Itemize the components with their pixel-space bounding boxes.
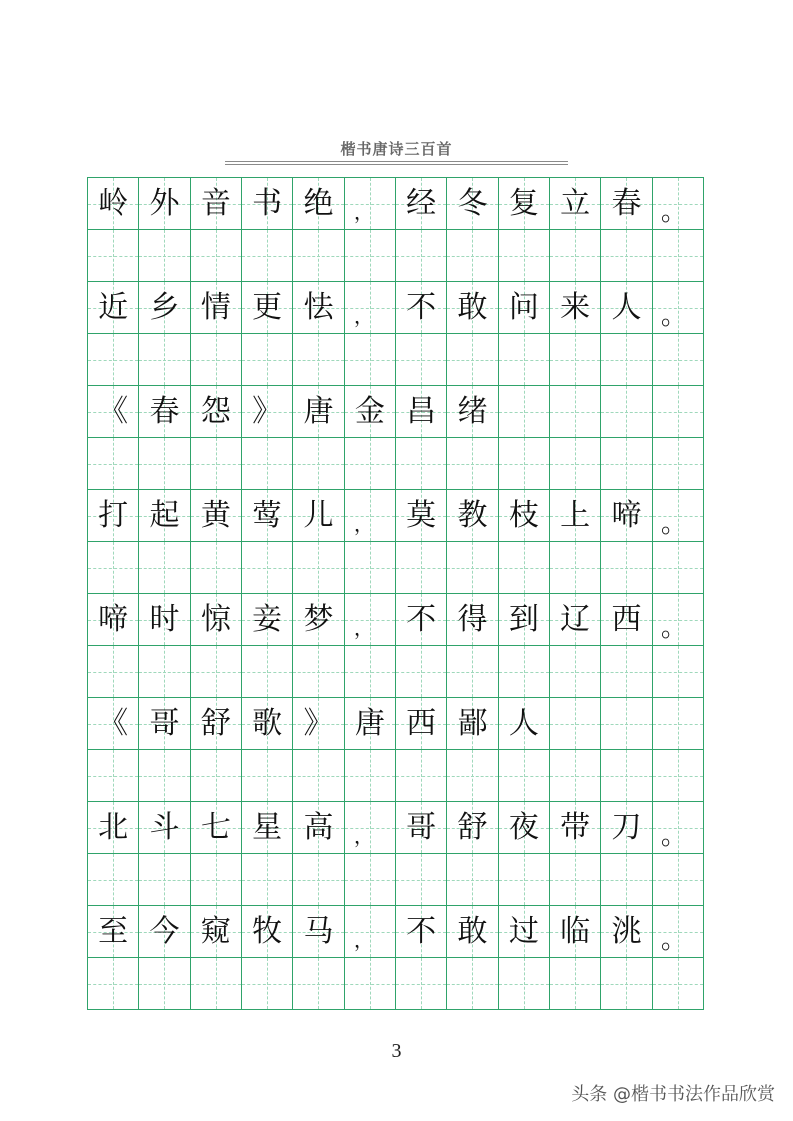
grid-character: 梦 bbox=[303, 601, 334, 637]
grid-character: ， bbox=[353, 927, 374, 952]
grid-cell bbox=[396, 958, 447, 1010]
grid-cell bbox=[653, 594, 704, 646]
grid-cell bbox=[396, 854, 447, 906]
grid-cell bbox=[293, 490, 344, 542]
grid-cell bbox=[396, 490, 447, 542]
grid-cell bbox=[550, 542, 601, 594]
grid-character: 。 bbox=[660, 300, 687, 331]
grid-cell bbox=[242, 334, 293, 386]
grid-cell bbox=[139, 646, 190, 698]
grid-character: 西 bbox=[611, 601, 642, 637]
grid-cell bbox=[601, 386, 652, 438]
grid-character: 星 bbox=[252, 809, 283, 845]
grid-cell bbox=[88, 178, 139, 230]
grid-character: 儿 bbox=[303, 497, 334, 533]
grid-cell bbox=[345, 386, 396, 438]
grid-cell bbox=[345, 594, 396, 646]
grid-cell bbox=[550, 178, 601, 230]
grid-cell bbox=[139, 542, 190, 594]
grid-cell bbox=[653, 282, 704, 334]
grid-cell bbox=[653, 438, 704, 490]
grid-character: 立 bbox=[560, 185, 591, 221]
grid-character: 来 bbox=[560, 289, 591, 325]
grid-cell bbox=[499, 906, 550, 958]
grid-character: 《 bbox=[98, 705, 129, 741]
grid-cell bbox=[601, 542, 652, 594]
grid-cell bbox=[601, 334, 652, 386]
grid-character: 。 bbox=[660, 924, 687, 955]
grid-cell bbox=[550, 646, 601, 698]
grid-cell bbox=[601, 282, 652, 334]
grid-cell bbox=[601, 438, 652, 490]
grid-character: 敢 bbox=[457, 289, 488, 325]
grid-character: 不 bbox=[406, 913, 437, 949]
grid-cell bbox=[242, 958, 293, 1010]
grid-character: 人 bbox=[611, 289, 642, 325]
grid-cell bbox=[191, 282, 242, 334]
grid-cell bbox=[139, 906, 190, 958]
grid-cell bbox=[601, 230, 652, 282]
grid-cell bbox=[88, 646, 139, 698]
grid-character: 不 bbox=[406, 601, 437, 637]
grid-cell bbox=[601, 750, 652, 802]
grid-cell bbox=[550, 230, 601, 282]
grid-cell bbox=[191, 646, 242, 698]
grid-cell bbox=[396, 178, 447, 230]
grid-character: 过 bbox=[508, 913, 539, 949]
grid-cell bbox=[550, 958, 601, 1010]
grid-cell bbox=[653, 906, 704, 958]
grid-cell bbox=[499, 646, 550, 698]
grid-cell bbox=[653, 802, 704, 854]
grid-character: 起 bbox=[149, 497, 180, 533]
grid-cell bbox=[242, 802, 293, 854]
grid-cell bbox=[601, 490, 652, 542]
grid-character: 哥 bbox=[406, 809, 437, 845]
grid-cell bbox=[139, 386, 190, 438]
grid-cell bbox=[499, 386, 550, 438]
grid-cell bbox=[191, 230, 242, 282]
grid-cell bbox=[601, 958, 652, 1010]
grid-cell bbox=[139, 854, 190, 906]
grid-character: 打 bbox=[98, 497, 129, 533]
grid-cell bbox=[396, 282, 447, 334]
grid-cell bbox=[139, 698, 190, 750]
grid-cell bbox=[345, 542, 396, 594]
grid-cell bbox=[139, 958, 190, 1010]
grid-cell bbox=[447, 282, 498, 334]
grid-cell bbox=[242, 230, 293, 282]
grid-cell bbox=[191, 594, 242, 646]
grid-character: 北 bbox=[98, 809, 129, 845]
grid-cell bbox=[345, 802, 396, 854]
header-title: 楷书唐诗三百首 bbox=[340, 140, 453, 158]
grid-cell bbox=[242, 178, 293, 230]
grid-character: 哥 bbox=[149, 705, 180, 741]
grid-cell bbox=[499, 490, 550, 542]
grid-cell bbox=[499, 334, 550, 386]
grid-cell bbox=[550, 282, 601, 334]
grid-cell bbox=[396, 542, 447, 594]
grid-cell bbox=[447, 334, 498, 386]
header-rule bbox=[225, 161, 568, 162]
grid-character: 》 bbox=[303, 705, 334, 741]
grid-cell bbox=[550, 334, 601, 386]
grid-character: 黄 bbox=[200, 497, 231, 533]
grid-cell bbox=[191, 750, 242, 802]
grid-cell bbox=[447, 594, 498, 646]
grid-character: 上 bbox=[560, 497, 591, 533]
grid-cell bbox=[191, 906, 242, 958]
grid-cell bbox=[191, 958, 242, 1010]
grid-character: 妾 bbox=[252, 601, 283, 637]
grid-cell bbox=[550, 386, 601, 438]
grid-cell bbox=[242, 282, 293, 334]
grid-cell bbox=[396, 646, 447, 698]
grid-cell bbox=[345, 698, 396, 750]
grid-cell bbox=[139, 750, 190, 802]
grid-cell bbox=[191, 490, 242, 542]
grid-character: 牧 bbox=[252, 913, 283, 949]
grid-character: 《 bbox=[98, 393, 129, 429]
grid-cell bbox=[88, 698, 139, 750]
grid-cell bbox=[345, 230, 396, 282]
grid-character: 怨 bbox=[200, 393, 231, 429]
grid-character: 莺 bbox=[252, 497, 283, 533]
grid-cell bbox=[396, 334, 447, 386]
grid-cell bbox=[345, 178, 396, 230]
grid-cell bbox=[293, 386, 344, 438]
grid-cell bbox=[191, 542, 242, 594]
grid-character: ， bbox=[353, 199, 374, 224]
grid-character: 问 bbox=[508, 289, 539, 325]
grid-cell bbox=[499, 230, 550, 282]
grid-character: 。 bbox=[660, 196, 687, 227]
grid-cell bbox=[293, 178, 344, 230]
grid-cell bbox=[601, 802, 652, 854]
grid-character: ， bbox=[353, 615, 374, 640]
grid-character: 书 bbox=[252, 185, 283, 221]
grid-cell bbox=[88, 230, 139, 282]
grid-cell bbox=[601, 906, 652, 958]
grid-cell bbox=[601, 178, 652, 230]
grid-cell bbox=[499, 178, 550, 230]
grid-cell bbox=[499, 698, 550, 750]
grid-cell bbox=[293, 958, 344, 1010]
grid-cell bbox=[88, 958, 139, 1010]
page-number: 3 bbox=[391, 1040, 402, 1062]
grid-cell bbox=[447, 802, 498, 854]
grid-cell bbox=[242, 490, 293, 542]
grid-cell bbox=[601, 698, 652, 750]
grid-cell bbox=[345, 854, 396, 906]
grid-cell bbox=[601, 646, 652, 698]
grid-cell bbox=[191, 386, 242, 438]
grid-character: 唐 bbox=[303, 393, 334, 429]
grid-cell bbox=[447, 438, 498, 490]
grid-cell bbox=[191, 802, 242, 854]
grid-character: 更 bbox=[252, 289, 283, 325]
grid-cell bbox=[293, 594, 344, 646]
grid-character: 夜 bbox=[508, 809, 539, 845]
grid-cell bbox=[396, 906, 447, 958]
grid-cell bbox=[88, 906, 139, 958]
grid-character: 》 bbox=[252, 393, 283, 429]
grid-character: 枝 bbox=[508, 497, 539, 533]
grid-cell bbox=[139, 282, 190, 334]
grid-character: 舒 bbox=[457, 809, 488, 845]
watermark: 头条 @楷书书法作品欣赏 bbox=[571, 1084, 775, 1105]
grid-cell bbox=[88, 334, 139, 386]
grid-cell bbox=[139, 334, 190, 386]
grid-cell bbox=[242, 438, 293, 490]
grid-cell bbox=[345, 438, 396, 490]
grid-cell bbox=[242, 750, 293, 802]
grid-cell bbox=[447, 230, 498, 282]
grid-character: 音 bbox=[200, 185, 231, 221]
grid-character: 经 bbox=[406, 185, 437, 221]
grid-cell bbox=[653, 490, 704, 542]
grid-character: 绪 bbox=[457, 393, 488, 429]
grid-character: 歌 bbox=[252, 705, 283, 741]
grid-cell bbox=[345, 490, 396, 542]
grid-cell bbox=[88, 490, 139, 542]
grid-cell bbox=[345, 282, 396, 334]
grid-cell bbox=[139, 230, 190, 282]
grid-cell bbox=[396, 230, 447, 282]
grid-character: 乡 bbox=[149, 289, 180, 325]
grid-cell bbox=[653, 958, 704, 1010]
grid-cell bbox=[396, 802, 447, 854]
grid-character: 今 bbox=[149, 913, 180, 949]
grid-cell bbox=[242, 646, 293, 698]
grid-character: 教 bbox=[457, 497, 488, 533]
grid-cell bbox=[550, 490, 601, 542]
grid-cell bbox=[191, 438, 242, 490]
grid-cell bbox=[293, 802, 344, 854]
grid-cell bbox=[499, 750, 550, 802]
grid-character: 惊 bbox=[200, 601, 231, 637]
grid-cell bbox=[293, 282, 344, 334]
grid-cell bbox=[550, 594, 601, 646]
grid-cell bbox=[499, 282, 550, 334]
grid-cell bbox=[191, 334, 242, 386]
grid-character: 金 bbox=[354, 393, 385, 429]
grid-character: 窥 bbox=[200, 913, 231, 949]
grid-cell bbox=[550, 906, 601, 958]
grid-character: 时 bbox=[149, 601, 180, 637]
grid-character: 得 bbox=[457, 601, 488, 637]
grid-character: 斗 bbox=[149, 809, 180, 845]
grid-cell bbox=[139, 802, 190, 854]
grid-cell bbox=[191, 854, 242, 906]
header-rule-lower bbox=[225, 164, 568, 165]
grid-cell bbox=[447, 178, 498, 230]
grid-cell bbox=[242, 906, 293, 958]
grid-cell bbox=[601, 594, 652, 646]
grid-cell bbox=[396, 698, 447, 750]
grid-cell bbox=[293, 854, 344, 906]
grid-cell bbox=[88, 542, 139, 594]
grid-cell bbox=[88, 282, 139, 334]
grid-character: 高 bbox=[303, 809, 334, 845]
grid-character: 绝 bbox=[303, 185, 334, 221]
grid-cell bbox=[88, 438, 139, 490]
grid-cell bbox=[396, 438, 447, 490]
grid-cell bbox=[345, 906, 396, 958]
grid-cell bbox=[345, 958, 396, 1010]
grid-cell bbox=[139, 438, 190, 490]
grid-cell bbox=[447, 906, 498, 958]
grid-cell bbox=[191, 178, 242, 230]
grid-character: 临 bbox=[560, 913, 591, 949]
grid-cell bbox=[447, 490, 498, 542]
grid-character: ， bbox=[353, 511, 374, 536]
grid-character: 刀 bbox=[611, 809, 642, 845]
grid-cell bbox=[653, 386, 704, 438]
grid-cell bbox=[499, 802, 550, 854]
grid-character: 西 bbox=[406, 705, 437, 741]
grid-character: 昌 bbox=[406, 393, 437, 429]
grid-cell bbox=[653, 178, 704, 230]
grid-character: 舒 bbox=[200, 705, 231, 741]
grid-cell bbox=[293, 750, 344, 802]
grid-cell bbox=[499, 542, 550, 594]
grid-cell bbox=[550, 438, 601, 490]
grid-character: 唐 bbox=[354, 705, 385, 741]
grid-cell bbox=[88, 750, 139, 802]
grid-character: 敢 bbox=[457, 913, 488, 949]
grid-cell bbox=[139, 594, 190, 646]
grid-cell bbox=[447, 854, 498, 906]
grid-character: 带 bbox=[560, 809, 591, 845]
grid-character: 外 bbox=[149, 185, 180, 221]
grid-character: 岭 bbox=[98, 185, 129, 221]
grid-character: 人 bbox=[508, 705, 539, 741]
grid-character: ， bbox=[353, 303, 374, 328]
practice-grid bbox=[87, 177, 704, 1010]
grid-cell bbox=[345, 750, 396, 802]
grid-character: 近 bbox=[98, 289, 129, 325]
grid-character: 洮 bbox=[611, 913, 642, 949]
grid-cell bbox=[499, 438, 550, 490]
grid-cell bbox=[550, 854, 601, 906]
grid-cell bbox=[653, 542, 704, 594]
grid-character: 。 bbox=[660, 612, 687, 643]
grid-cell bbox=[653, 750, 704, 802]
grid-cell bbox=[550, 750, 601, 802]
grid-cell bbox=[293, 334, 344, 386]
grid-character: 怯 bbox=[303, 289, 334, 325]
grid-cell bbox=[242, 854, 293, 906]
grid-cell bbox=[88, 594, 139, 646]
grid-cell bbox=[293, 906, 344, 958]
grid-cell bbox=[345, 646, 396, 698]
grid-cell bbox=[139, 490, 190, 542]
grid-cell bbox=[447, 646, 498, 698]
grid-cell bbox=[396, 750, 447, 802]
grid-cell bbox=[242, 698, 293, 750]
grid-cell bbox=[550, 698, 601, 750]
grid-character: 至 bbox=[98, 913, 129, 949]
grid-cell bbox=[447, 386, 498, 438]
grid-cell bbox=[139, 178, 190, 230]
grid-cell bbox=[293, 230, 344, 282]
grid-cell bbox=[191, 698, 242, 750]
grid-character: 辽 bbox=[560, 601, 591, 637]
grid-character: 鄙 bbox=[457, 705, 488, 741]
grid-cell bbox=[653, 698, 704, 750]
grid-character: ， bbox=[353, 823, 374, 848]
grid-cell bbox=[499, 854, 550, 906]
grid-cell bbox=[653, 334, 704, 386]
grid-character: 啼 bbox=[611, 497, 642, 533]
grid-cell bbox=[447, 750, 498, 802]
grid-character: 春 bbox=[611, 185, 642, 221]
grid-cell bbox=[293, 542, 344, 594]
grid-cell bbox=[396, 594, 447, 646]
grid-character: 复 bbox=[508, 185, 539, 221]
grid-character: 马 bbox=[303, 913, 334, 949]
grid-cell bbox=[293, 438, 344, 490]
grid-cell bbox=[242, 386, 293, 438]
grid-cell bbox=[653, 230, 704, 282]
grid-cell bbox=[88, 386, 139, 438]
grid-cell bbox=[396, 386, 447, 438]
grid-cell bbox=[293, 646, 344, 698]
grid-character: 不 bbox=[406, 289, 437, 325]
grid-cell bbox=[447, 698, 498, 750]
grid-character: 冬 bbox=[457, 185, 488, 221]
grid-character: 。 bbox=[660, 820, 687, 851]
grid-character: 春 bbox=[149, 393, 180, 429]
grid-cell bbox=[447, 542, 498, 594]
grid-cell bbox=[242, 542, 293, 594]
grid-character: 到 bbox=[508, 601, 539, 637]
grid-cell bbox=[653, 646, 704, 698]
grid-character: 啼 bbox=[98, 601, 129, 637]
grid-cell bbox=[345, 334, 396, 386]
grid-cell bbox=[601, 854, 652, 906]
grid-cell bbox=[499, 958, 550, 1010]
grid-cell bbox=[499, 594, 550, 646]
grid-character: 莫 bbox=[406, 497, 437, 533]
grid-cell bbox=[242, 594, 293, 646]
grid-character: 七 bbox=[200, 809, 231, 845]
grid-cell bbox=[88, 802, 139, 854]
grid-cell bbox=[88, 854, 139, 906]
grid-cell bbox=[550, 802, 601, 854]
grid-character: 。 bbox=[660, 508, 687, 539]
grid-cell bbox=[653, 854, 704, 906]
grid-character: 情 bbox=[200, 289, 231, 325]
grid-cell bbox=[293, 698, 344, 750]
grid-cell bbox=[447, 958, 498, 1010]
